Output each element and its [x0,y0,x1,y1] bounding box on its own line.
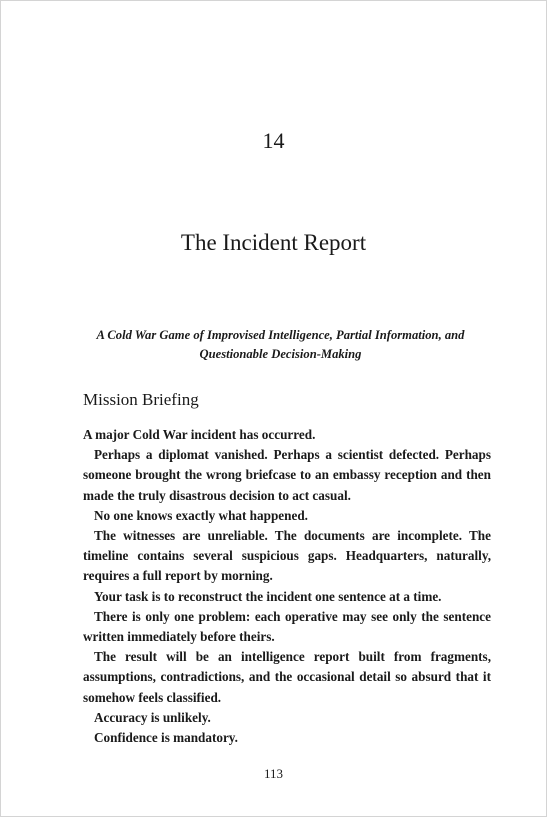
paragraph: No one knows exactly what happened. [94,507,308,523]
chapter-number: 14 [262,128,285,153]
paragraph: The result will be an intelligence report built from fragments, assumptions, contradictions, and the occasional detail so absurd that it somehow feels classified. [83,649,491,705]
paragraph: Your task is to reconstruct the incident one sentence at a time. [94,588,442,604]
paragraph: Confidence is mandatory. [94,730,238,746]
section-heading: Mission Briefing [83,390,199,409]
chapter-subtitle [71,326,490,364]
page-number: 113 [263,766,284,781]
section-body [83,425,491,748]
paragraph: There is only one problem: each operative may see only the sentence written immediately before theirs. [83,608,491,645]
chapter-subtitle-line-1: A Cold War Game of Improvised Intelligence, Partial Information, and [96,328,465,342]
paragraph: The witnesses are unreliable. The documents are incomplete. The timeline contains several suspicious gaps. Headquarters, naturally, requires a full report by morning. [83,528,491,584]
paragraph: A major Cold War incident has occurred. [83,427,316,442]
paragraph: Perhaps a diplomat vanished. Perhaps a scientist defected. Perhaps someone brought the wrong briefcase to an embassy reception and then made the truly disastrous decision to act casual. [83,447,491,503]
chapter-subtitle-line-2: Questionable Decision-Making [199,347,362,361]
chapter-title: The Incident Report [180,230,367,255]
paragraph: Accuracy is unlikely. [94,709,211,725]
